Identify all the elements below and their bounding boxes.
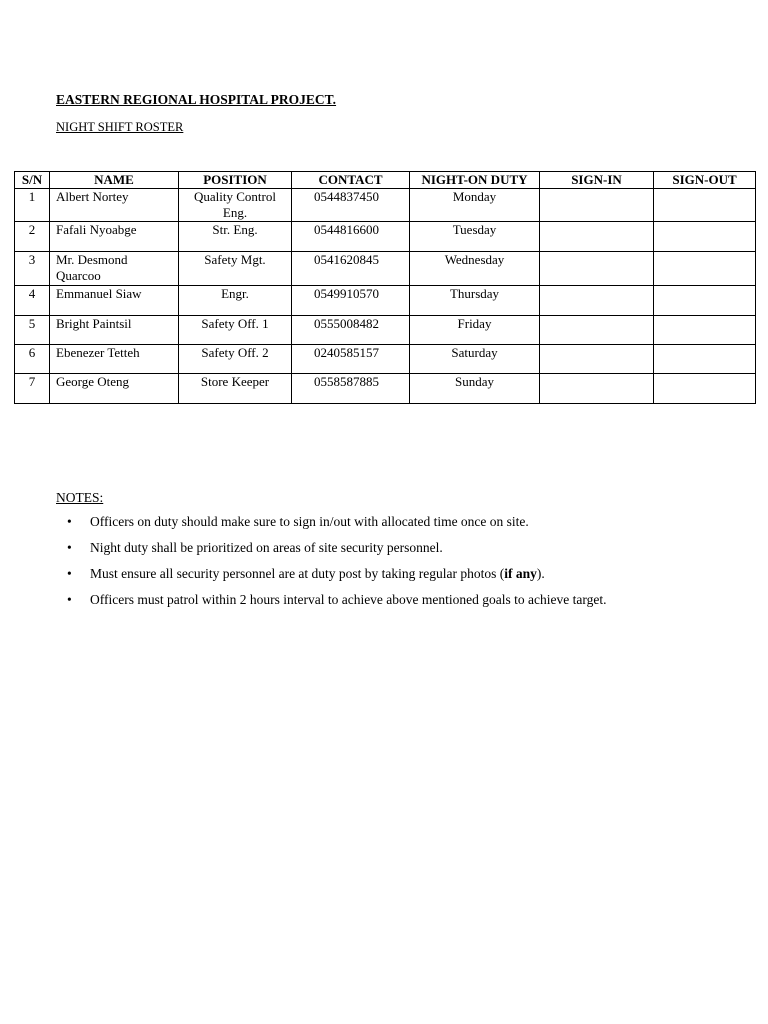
bullet-icon: • [67,540,72,555]
cell-position: Safety Off. 1 [179,316,292,345]
cell-sign-out[interactable] [654,252,756,286]
cell-position: Safety Mgt. [179,252,292,286]
table-header-row [15,172,756,189]
cell-sign-out[interactable] [654,189,756,222]
cell-contact: 0541620845 [292,252,410,286]
cell-contact: 0558587885 [292,374,410,404]
note-item [56,592,606,618]
cell-sign-out[interactable] [654,374,756,404]
cell-contact: 0240585157 [292,345,410,374]
note-text: Night duty shall be prioritized on areas of site security personnel. [90,540,443,555]
header-position: POSITION [179,172,292,189]
cell-sign-in[interactable] [540,345,654,374]
header-sign-in: SIGN-IN [540,172,654,189]
table-row [15,374,756,404]
bullet-icon: • [67,592,72,607]
header-sn: S/N [15,172,50,189]
notes-list [56,514,606,618]
note-item [56,566,606,592]
header-contact: CONTACT [292,172,410,189]
cell-sign-in[interactable] [540,189,654,222]
cell-sign-in[interactable] [540,286,654,316]
note-item [56,540,606,566]
page-title: EASTERN REGIONAL HOSPITAL PROJECT. [56,92,337,107]
cell-name: Albert Nortey [50,189,179,222]
table-row [15,345,756,374]
note-text-end: ). [536,566,545,581]
note-text: Officers must patrol within 2 hours interval to achieve above mentioned goals to achieve target. [90,592,607,607]
cell-name: Mr. Desmond Quarcoo [50,252,179,286]
cell-name: Ebenezer Tetteh [50,345,179,374]
header-night-on-duty: NIGHT-ON DUTY [410,172,540,189]
table-row [15,316,756,345]
table-row [15,222,756,252]
note-text: Officers on duty should make sure to sign in/out with allocated time once on site. [90,514,529,529]
cell-sign-in[interactable] [540,252,654,286]
bullet-icon: • [67,566,72,581]
cell-night-on-duty: Monday [410,189,540,222]
cell-sn: 7 [15,374,50,404]
cell-sign-in[interactable] [540,222,654,252]
cell-sn: 5 [15,316,50,345]
cell-night-on-duty: Wednesday [410,252,540,286]
table-row [15,252,756,286]
note-emphasis: if any [504,566,537,581]
cell-night-on-duty: Thursday [410,286,540,316]
cell-sign-in[interactable] [540,316,654,345]
cell-sign-in[interactable] [540,374,654,404]
cell-contact: 0544837450 [292,189,410,222]
header-name: NAME [50,172,179,189]
cell-sn: 4 [15,286,50,316]
roster-table [14,171,756,404]
cell-sign-out[interactable] [654,345,756,374]
cell-night-on-duty: Saturday [410,345,540,374]
header-sign-out: SIGN-OUT [654,172,756,189]
cell-sign-out[interactable] [654,316,756,345]
note-item [56,514,606,540]
cell-position: Quality Control Eng. [179,189,292,222]
cell-sn: 1 [15,189,50,222]
cell-night-on-duty: Sunday [410,374,540,404]
page-subtitle: NIGHT SHIFT ROSTER [56,120,184,134]
cell-contact: 0555008482 [292,316,410,345]
cell-name: Fafali Nyoabge [50,222,179,252]
cell-name: Emmanuel Siaw [50,286,179,316]
notes-heading: NOTES: [56,490,104,505]
cell-position: Safety Off. 2 [179,345,292,374]
cell-night-on-duty: Friday [410,316,540,345]
cell-name: George Oteng [50,374,179,404]
cell-name: Bright Paintsil [50,316,179,345]
table-row [15,286,756,316]
cell-contact: 0549910570 [292,286,410,316]
cell-position: Str. Eng. [179,222,292,252]
cell-sn: 2 [15,222,50,252]
table-row [15,189,756,222]
cell-night-on-duty: Tuesday [410,222,540,252]
cell-sign-out[interactable] [654,222,756,252]
cell-sign-out[interactable] [654,286,756,316]
cell-position: Engr. [179,286,292,316]
cell-contact: 0544816600 [292,222,410,252]
cell-position: Store Keeper [179,374,292,404]
bullet-icon: • [67,514,72,529]
cell-sn: 6 [15,345,50,374]
note-text: Must ensure all security personnel are at duty post by taking regular photos ( [90,566,505,581]
cell-sn: 3 [15,252,50,286]
